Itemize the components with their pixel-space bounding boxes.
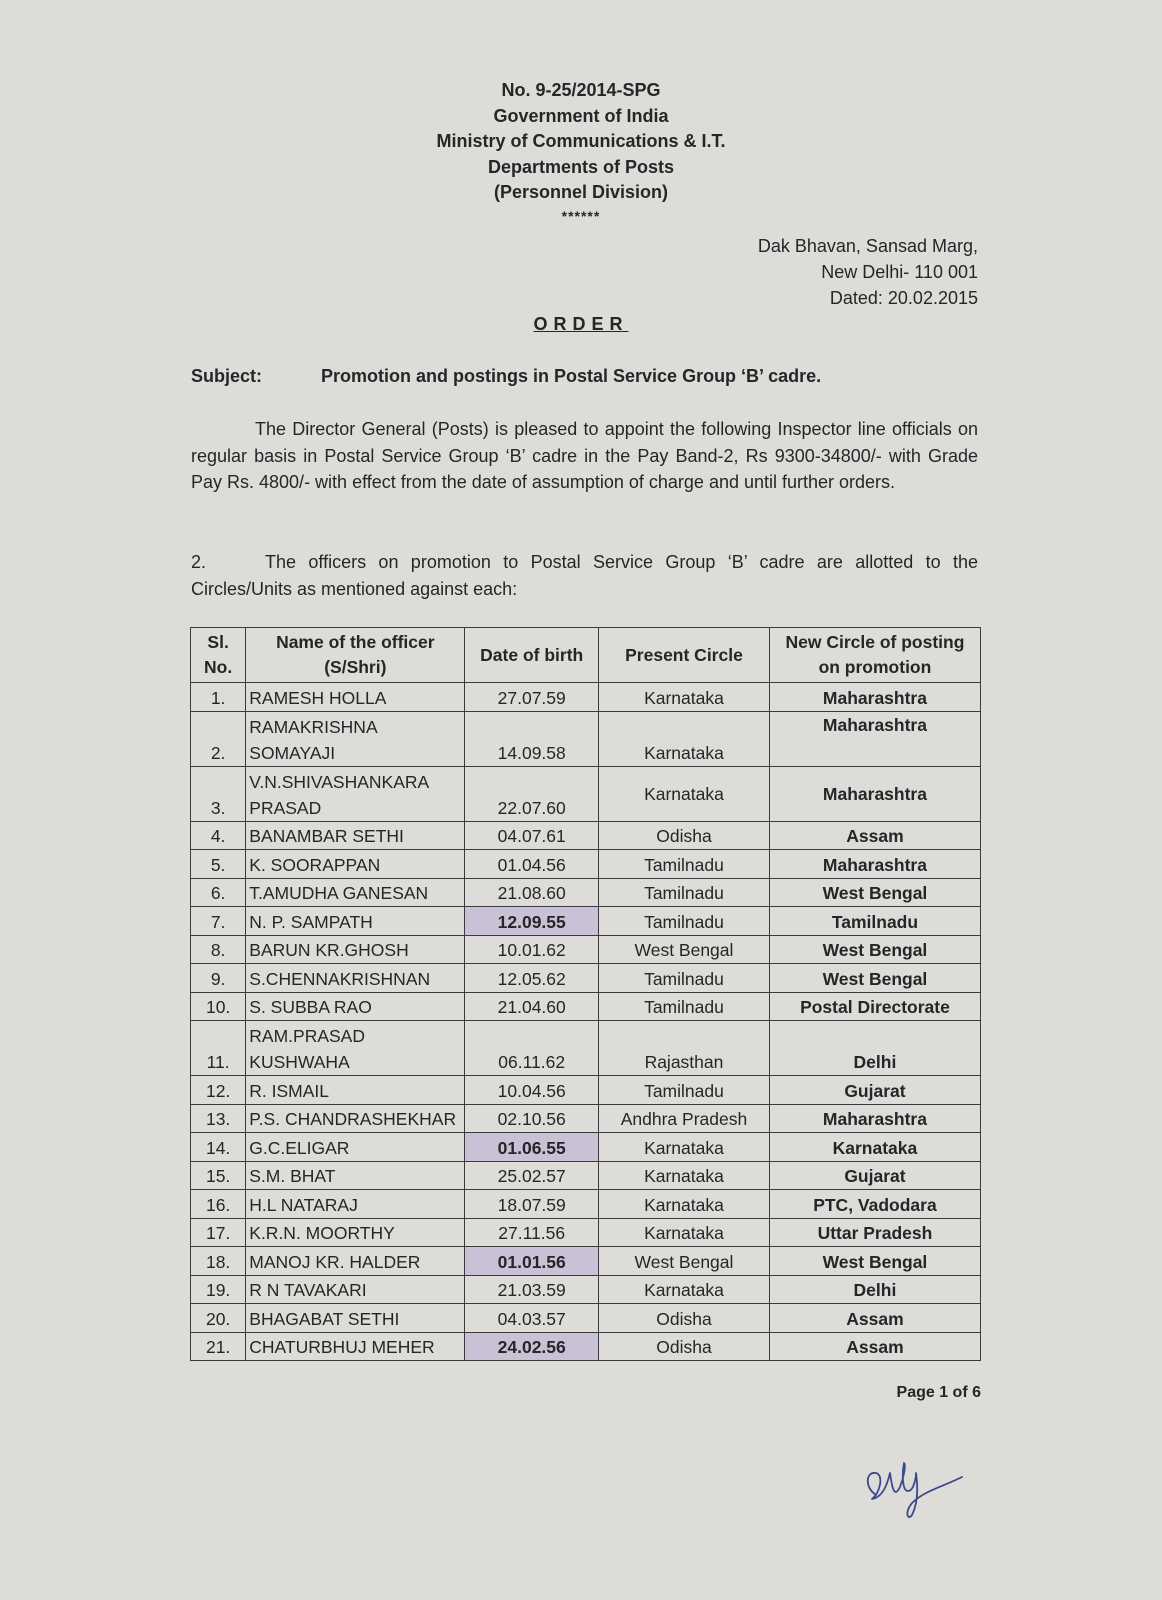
- sl-no-cell: 7.: [191, 907, 246, 936]
- officer-name-cell: K.R.N. MOORTHY: [246, 1218, 465, 1247]
- government-line: Government of India: [493, 105, 669, 126]
- date-of-birth-cell: 01.01.56: [465, 1247, 599, 1276]
- new-circle-cell: Gujarat: [769, 1161, 980, 1190]
- sl-no-cell: 15.: [191, 1161, 246, 1190]
- sl-no-cell: 1.: [191, 683, 246, 712]
- new-circle-cell: Assam: [769, 821, 980, 850]
- table-row: [191, 1304, 981, 1333]
- date-of-birth-cell: 01.04.56: [465, 850, 599, 879]
- present-circle-cell: Tamilnadu: [599, 964, 770, 993]
- officer-name-cell: RAM.PRASAD KUSHWAHA: [246, 1021, 465, 1076]
- present-circle-cell: Karnataka: [599, 1161, 770, 1190]
- paragraph-2-number: 2.: [191, 552, 207, 572]
- officer-name-cell: S.CHENNAKRISHNAN: [246, 964, 465, 993]
- sl-no-cell: 5.: [191, 850, 246, 879]
- date-of-birth-cell: 02.10.56: [465, 1104, 599, 1133]
- ministry-line: Ministry of Communications & I.T.: [436, 131, 726, 151]
- new-circle-cell: West Bengal: [769, 878, 980, 907]
- sl-no-cell: 10.: [191, 992, 246, 1021]
- officer-name-cell: P.S. CHANDRASHEKHAR: [246, 1104, 465, 1133]
- table-row: [191, 850, 981, 879]
- new-circle-cell: West Bengal: [769, 964, 980, 993]
- sl-no-cell: 18.: [191, 1247, 246, 1276]
- paragraph-2-text: The officers on promotion to Postal Service Group ‘B’ cadre are allotted to the Circles/Units as mentioned against each:: [191, 552, 978, 599]
- table-row: [191, 907, 981, 936]
- present-circle-cell: Karnataka: [599, 766, 770, 821]
- officer-name-cell: G.C.ELIGAR: [246, 1133, 465, 1162]
- officer-name-cell: BANAMBAR SETHI: [246, 821, 465, 850]
- sl-no-cell: 21.: [191, 1332, 246, 1361]
- officer-name-cell: BARUN KR.GHOSH: [246, 935, 465, 964]
- sl-no-cell: 11.: [191, 1021, 246, 1076]
- present-circle-cell: Tamilnadu: [599, 907, 770, 936]
- new-circle-cell: West Bengal: [769, 1247, 980, 1276]
- officer-name-cell: R. ISMAIL: [246, 1076, 465, 1105]
- table-row: [191, 1076, 981, 1105]
- department-line: Departments of Posts: [487, 156, 675, 177]
- header-sl-no: Sl. No.: [191, 628, 246, 683]
- table-row: [191, 711, 981, 766]
- officer-name-cell: RAMESH HOLLA: [246, 683, 465, 712]
- new-circle-cell: Maharashtra: [769, 1104, 980, 1133]
- date-of-birth-cell: 10.04.56: [465, 1076, 599, 1105]
- new-circle-cell: Assam: [769, 1332, 980, 1361]
- present-circle-cell: Karnataka: [599, 711, 770, 766]
- table-row: [191, 1275, 981, 1304]
- address-line-1: Dak Bhavan, Sansad Marg,: [757, 236, 978, 256]
- table-row: [191, 683, 981, 712]
- date-of-birth-cell: 27.07.59: [465, 683, 599, 712]
- sl-no-cell: 6.: [191, 878, 246, 907]
- sl-no-cell: 9.: [191, 964, 246, 993]
- table-body: [191, 683, 981, 1361]
- officer-name-cell: T.AMUDHA GANESAN: [246, 878, 465, 907]
- table-row: [191, 1190, 981, 1219]
- new-circle-cell: Uttar Pradesh: [769, 1218, 980, 1247]
- officer-name-cell: S.M. BHAT: [246, 1161, 465, 1190]
- officer-name-cell: RAMAKRISHNA SOMAYAJI: [246, 711, 465, 766]
- present-circle-cell: Karnataka: [599, 1190, 770, 1219]
- sl-no-cell: 12.: [191, 1076, 246, 1105]
- new-circle-cell: Maharashtra: [769, 711, 980, 766]
- present-circle-cell: Karnataka: [599, 683, 770, 712]
- date-of-birth-cell: 06.11.62: [465, 1021, 599, 1076]
- date-of-birth-cell: 01.06.55: [465, 1133, 599, 1162]
- new-circle-cell: PTC, Vadodara: [769, 1190, 980, 1219]
- date-of-birth-cell: 18.07.59: [465, 1190, 599, 1219]
- table-row: [191, 1332, 981, 1361]
- officers-table: [190, 627, 981, 1361]
- present-circle-cell: Tamilnadu: [599, 992, 770, 1021]
- date-of-birth-cell: 24.02.56: [465, 1332, 599, 1361]
- sl-no-cell: 16.: [191, 1190, 246, 1219]
- officer-name-cell: N. P. SAMPATH: [246, 907, 465, 936]
- present-circle-cell: Karnataka: [599, 1133, 770, 1162]
- date-of-birth-cell: 21.08.60: [465, 878, 599, 907]
- new-circle-cell: Tamilnadu: [769, 907, 980, 936]
- table-row: [191, 766, 981, 821]
- officer-name-cell: H.L NATARAJ: [246, 1190, 465, 1219]
- order-title: ORDER: [533, 314, 629, 334]
- officer-name-cell: MANOJ KR. HALDER: [246, 1247, 465, 1276]
- table-row: [191, 1218, 981, 1247]
- date-of-birth-cell: 04.03.57: [465, 1304, 599, 1333]
- present-circle-cell: Andhra Pradesh: [599, 1104, 770, 1133]
- new-circle-cell: Assam: [769, 1304, 980, 1333]
- header-dob: Date of birth: [465, 628, 599, 683]
- sl-no-cell: 2.: [191, 711, 246, 766]
- present-circle-cell: Tamilnadu: [599, 878, 770, 907]
- present-circle-cell: Odisha: [599, 1332, 770, 1361]
- new-circle-cell: Postal Directorate: [769, 992, 980, 1021]
- new-circle-cell: Maharashtra: [769, 766, 980, 821]
- date-of-birth-cell: 27.11.56: [465, 1218, 599, 1247]
- new-circle-cell: Maharashtra: [769, 683, 980, 712]
- table-row: [191, 1104, 981, 1133]
- officer-name-cell: R N TAVAKARI: [246, 1275, 465, 1304]
- division-line: (Personnel Division): [493, 182, 669, 202]
- sl-no-cell: 19.: [191, 1275, 246, 1304]
- date-of-birth-cell: 21.04.60: [465, 992, 599, 1021]
- present-circle-cell: Tamilnadu: [599, 850, 770, 879]
- officer-name-cell: CHATURBHUJ MEHER: [246, 1332, 465, 1361]
- separator-stars: ******: [561, 207, 601, 224]
- sl-no-cell: 17.: [191, 1218, 246, 1247]
- paragraph-2: [191, 549, 978, 602]
- table-row: [191, 935, 981, 964]
- date-of-birth-cell: 14.09.58: [465, 711, 599, 766]
- present-circle-cell: Karnataka: [599, 1218, 770, 1247]
- present-circle-cell: Odisha: [599, 1304, 770, 1333]
- officer-name-cell: V.N.SHIVASHANKARA PRASAD: [246, 766, 465, 821]
- header-new-circle: New Circle of posting on promotion: [769, 628, 980, 683]
- table-row: [191, 964, 981, 993]
- date-of-birth-cell: 04.07.61: [465, 821, 599, 850]
- table-row: [191, 878, 981, 907]
- date-of-birth-cell: 25.02.57: [465, 1161, 599, 1190]
- header-present-circle: Present Circle: [599, 628, 770, 683]
- table-row: [191, 1133, 981, 1162]
- new-circle-cell: Delhi: [769, 1021, 980, 1076]
- new-circle-cell: Gujarat: [769, 1076, 980, 1105]
- signature-mark: [858, 1447, 968, 1527]
- sl-no-cell: 20.: [191, 1304, 246, 1333]
- date-of-birth-cell: 21.03.59: [465, 1275, 599, 1304]
- officer-name-cell: BHAGABAT SETHI: [246, 1304, 465, 1333]
- subject-label: Subject:: [191, 366, 263, 386]
- new-circle-cell: West Bengal: [769, 935, 980, 964]
- table-row: [191, 1161, 981, 1190]
- present-circle-cell: West Bengal: [599, 935, 770, 964]
- document-header: [0, 78, 1162, 226]
- table-header-row: [191, 628, 981, 683]
- date-of-birth-cell: 12.09.55: [465, 907, 599, 936]
- page-number: Page 1 of 6: [896, 1384, 981, 1401]
- subject-text: Promotion and postings in Postal Service Group ‘B’ cadre.: [321, 366, 822, 386]
- address-block: [758, 233, 978, 311]
- paragraph-1: The Director General (Posts) is pleased to appoint the following Inspector line officials on regular basis in Postal Service Group ‘B’ cadre in the Pay Band-2, Rs 9300-34800/- with Grade Pay Rs. 4800/- with effect from the date of assumption of charge and until further orders.: [191, 419, 978, 492]
- date-of-birth-cell: 22.07.60: [465, 766, 599, 821]
- header-name: Name of the officer (S/Shri): [246, 628, 465, 683]
- present-circle-cell: Rajasthan: [599, 1021, 770, 1076]
- file-number: No. 9-25/2014-SPG: [501, 80, 661, 100]
- present-circle-cell: Tamilnadu: [599, 1076, 770, 1105]
- officer-name-cell: K. SOORAPPAN: [246, 850, 465, 879]
- table-row: [191, 1247, 981, 1276]
- sl-no-cell: 8.: [191, 935, 246, 964]
- sl-no-cell: 4.: [191, 821, 246, 850]
- date-of-birth-cell: 12.05.62: [465, 964, 599, 993]
- sl-no-cell: 14.: [191, 1133, 246, 1162]
- date-line: Dated: 20.02.2015: [829, 288, 978, 308]
- new-circle-cell: Maharashtra: [769, 850, 980, 879]
- address-line-2: New Delhi- 110 001: [821, 262, 978, 282]
- subject-line: [191, 366, 821, 387]
- date-of-birth-cell: 10.01.62: [465, 935, 599, 964]
- sl-no-cell: 13.: [191, 1104, 246, 1133]
- table-row: [191, 1021, 981, 1076]
- table-row: [191, 821, 981, 850]
- officer-name-cell: S. SUBBA RAO: [246, 992, 465, 1021]
- sl-no-cell: 3.: [191, 766, 246, 821]
- present-circle-cell: Odisha: [599, 821, 770, 850]
- table-row: [191, 992, 981, 1021]
- present-circle-cell: West Bengal: [599, 1247, 770, 1276]
- present-circle-cell: Karnataka: [599, 1275, 770, 1304]
- new-circle-cell: Karnataka: [769, 1133, 980, 1162]
- new-circle-cell: Delhi: [769, 1275, 980, 1304]
